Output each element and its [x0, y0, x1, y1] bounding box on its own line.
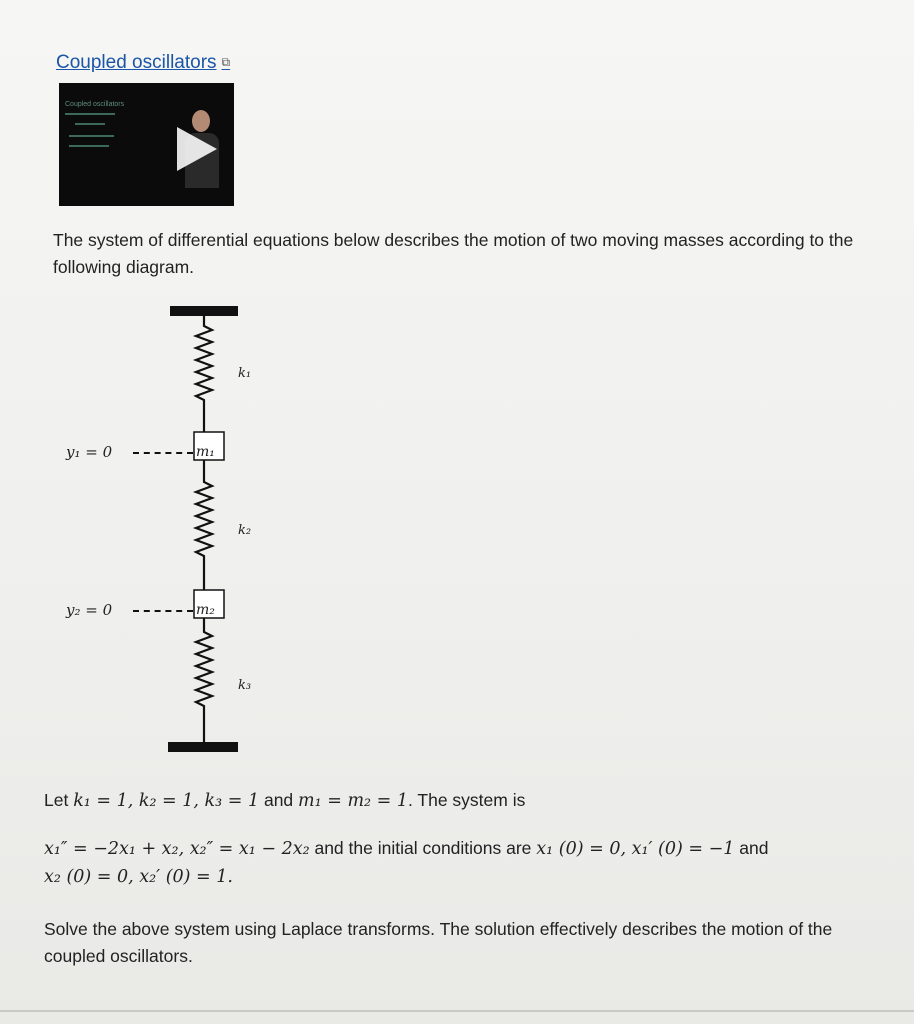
y2-reference-line	[133, 610, 193, 612]
initial-conditions-x1: x₁ (0) = 0, x₁′ (0) = −1	[536, 839, 735, 859]
label-y1: y₁ = 0	[66, 443, 113, 461]
label-k1: k₁	[238, 366, 252, 381]
and-text: and	[263, 790, 294, 810]
label-y2: y₂ = 0	[66, 601, 113, 619]
bottom-wall	[168, 742, 238, 752]
differential-equations: x₁″ = −2x₁ + x₂, x₂″ = x₁ − 2x₂	[44, 839, 310, 859]
problem-equations	[44, 835, 904, 891]
video-thumbnail[interactable]	[59, 83, 234, 206]
spring-k1	[196, 316, 212, 432]
page-bottom-edge	[0, 1010, 914, 1012]
video-title-text: Coupled oscillators	[65, 101, 125, 108]
masses: m₁ = m₂ = 1	[298, 791, 408, 811]
let-text: Let	[44, 790, 69, 810]
thumb-scribble	[69, 145, 109, 147]
system-text: . The system is	[407, 790, 526, 810]
play-icon[interactable]	[177, 127, 217, 171]
solve-instruction: Solve the above system using Laplace transforms. The solution effectively describes the motion of the coupled oscillators.	[44, 919, 833, 966]
label-m2: m₂	[196, 602, 215, 618]
label-k3: k₃	[238, 678, 252, 693]
spring-k2	[196, 460, 212, 590]
spring-constants: k₁ = 1, k₂ = 1, k₃ = 1	[73, 791, 260, 811]
thumb-scribble	[75, 123, 105, 125]
thumb-scribble	[69, 135, 114, 137]
label-k2: k₂	[238, 523, 252, 538]
and-text-2: and	[739, 838, 769, 858]
coupled-oscillators-link[interactable]: Coupled oscillators ⧉	[56, 52, 231, 73]
external-link-icon: ⧉	[221, 55, 231, 70]
thumb-scribble	[65, 113, 115, 115]
spring-k3	[196, 618, 212, 742]
top-wall	[170, 306, 238, 316]
y1-reference-line	[133, 452, 193, 454]
label-m1: m₁	[196, 444, 215, 460]
ic-text: and the initial conditions are	[314, 838, 532, 858]
problem-parameters	[44, 787, 894, 815]
intro-text: The system of differential equations below describes the motion of two moving masses according to the following diagram.	[53, 230, 854, 277]
initial-conditions-x2: x₂ (0) = 0, x₂′ (0) = 1.	[44, 867, 233, 887]
spring-mass-diagram	[160, 300, 280, 770]
